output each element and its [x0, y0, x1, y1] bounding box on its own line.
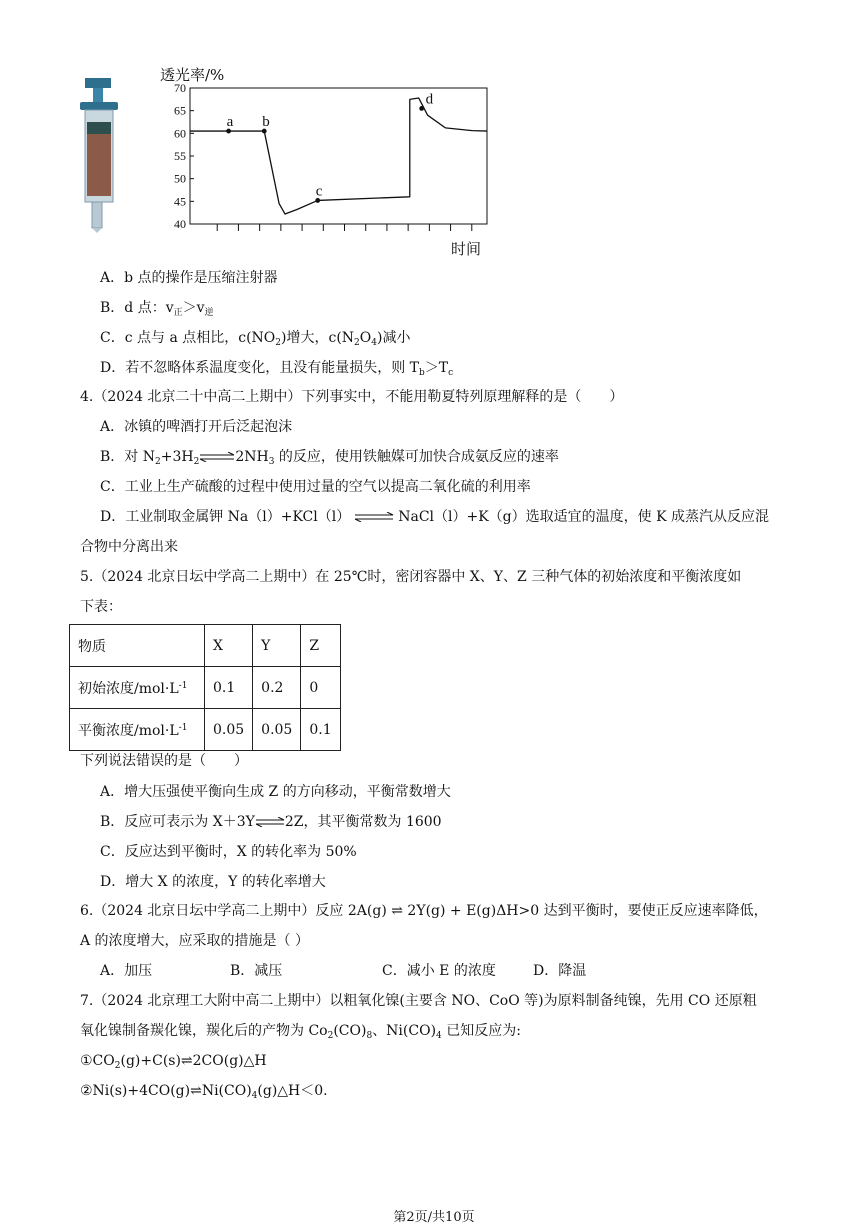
axis-title-x: 时间 — [451, 240, 482, 258]
y-tick-label: 60 — [174, 126, 186, 141]
axis-title-y: 透光率/% — [160, 66, 225, 84]
transmittance-chart — [150, 84, 495, 244]
table-row — [70, 625, 341, 667]
q3-option-a: A．b 点的操作是压缩注射器 — [100, 270, 278, 286]
table-cell: 0.2 — [253, 667, 301, 709]
q6-option-a: A．加压 — [100, 963, 153, 979]
y-tick-label: 50 — [174, 171, 186, 186]
table-cell: 初始浓度$/mol\cdot L^{-1}$ — [70, 667, 205, 709]
data-point-d — [419, 106, 424, 111]
q4-option-d: D．工业制取金属钾 Na（l）+KCl（l） NaCl（l）+K（g）选取适宜的温度，使 K 成蒸汽从反应混 — [100, 509, 770, 525]
q7-stem: 7.（2024 北京理工大附中高二上期中）以粗氧化镍(主要含 NO、CoO 等)为原料制备纯镍，先用 CO 还原粗 — [80, 993, 757, 1009]
q7-reaction-1: $①CO_2(g)+C(s)\rightleftharpoons 2CO(g)\triangle H$ — [80, 1053, 267, 1071]
plot-frame — [190, 88, 487, 224]
q4-stem: 4.（2024 北京二十中高二上期中）下列事实中，不能用勒夏特列原理解释的是（ ） — [80, 389, 624, 405]
q7-stem-continued: 氧化镍制备羰化镍，羰化后的产物为 $Co_2(CO)_8$、$Ni(CO)_4$ 已知反应为: — [80, 1023, 521, 1041]
equilibrium-arrow-icon — [255, 817, 285, 827]
y-tick-label: 65 — [174, 103, 186, 118]
syringe-illustration — [78, 76, 128, 234]
table-cell: Y — [253, 625, 301, 667]
table-row — [70, 709, 341, 751]
syringe-plunger-rod — [93, 88, 103, 104]
y-tick-label: 40 — [174, 217, 186, 231]
syringe-plunger-cap — [85, 78, 111, 88]
y-tick-label: 70 — [174, 84, 186, 95]
q6-option-d: D．降温 — [533, 963, 587, 979]
table-cell: 物质 — [70, 625, 205, 667]
q5-option-b: B．反应可表示为 X＋3Y 2Z，其平衡常数为 1600 — [100, 814, 442, 830]
table-cell: 0.1 — [205, 667, 253, 709]
q6-options — [100, 962, 586, 980]
q4-option-c: C．工业上生产硫酸的过程中使用过量的空气以提高二氧化硫的利用率 — [100, 479, 531, 495]
page-footer: 第2页/共10页 — [393, 1210, 475, 1225]
equilibrium-arrow-icon — [354, 512, 394, 522]
table-cell: 平衡浓度$/mol\cdot L^{-1}$ — [70, 709, 205, 751]
syringe-needle-tip — [92, 228, 102, 233]
q4-option-a: A．冰镇的啤酒打开后泛起泡沫 — [100, 419, 293, 435]
table-cell: 0.05 — [205, 709, 253, 751]
table-cell: X — [205, 625, 253, 667]
point-label-a: a — [226, 114, 234, 131]
syringe-gas — [87, 134, 111, 196]
q5-option-d: D．增大 X 的浓度，Y 的转化率增大 — [100, 874, 326, 890]
q6-option-c: C．减小 E 的浓度 — [382, 963, 496, 979]
syringe-piston — [87, 122, 111, 134]
syringe-flange — [80, 102, 118, 110]
table-cell: 0.05 — [253, 709, 301, 751]
q6-stem: 6.（2024 北京日坛中学高二上期中）反应 2A(g) ⇌ 2Y(g) + E(g)ΔH>0 达到平衡时，要使正反应速率降低， — [80, 903, 768, 919]
y-tick-label: 55 — [174, 149, 186, 163]
table-cell: 0 — [301, 667, 340, 709]
point-label-b: b — [262, 114, 270, 131]
series-line — [190, 98, 487, 214]
q4-option-b: B．对 $N_2+3H_2$ $2NH_3$ 的反应，使用铁触媒可加快合成氨反应的速率 — [100, 449, 559, 467]
q3-option-c: C．c 点与 a 点相比，$c(NO_2)$增大，$c(N_2O_4)$减小 — [100, 330, 411, 348]
q6-option-b: B．减压 — [230, 963, 283, 979]
q4-option-d-continued: 合物中分离出来 — [80, 539, 178, 555]
point-label-d: d — [425, 91, 434, 108]
q3-option-b: B．d 点：$v_正>v_逆$ — [100, 300, 214, 318]
q3-option-d: D．若不忽略体系温度变化，且没有能量损失，则 $T_b>T_c$ — [100, 360, 454, 378]
table-cell: Z — [301, 625, 340, 667]
equilibrium-arrow-icon — [199, 452, 235, 462]
q6-stem-continued: A 的浓度增大，应采取的措施是（ ） — [80, 933, 310, 949]
q7-reaction-2: $②Ni(s)+4CO(g)\rightleftharpoons Ni(CO)_4(g)\triangle H<0$. — [80, 1083, 328, 1101]
q5-ask: 下列说法错误的是（ ） — [80, 753, 248, 769]
concentration-table — [69, 624, 341, 751]
q5-stem: 5.（2024 北京日坛中学高二上期中）在 25℃时，密闭容器中 X、Y、Z 三种气体的初始浓度和平衡浓度如 — [80, 569, 742, 585]
q5-stem-continued: 下表： — [80, 599, 122, 615]
point-label-c: c — [315, 183, 323, 200]
table-cell: 0.1 — [301, 709, 340, 751]
q5-option-a: A．增大压强使平衡向生成 Z 的方向移动，平衡常数增大 — [100, 784, 451, 800]
syringe-tip — [92, 202, 102, 228]
table-row — [70, 667, 341, 709]
y-tick-label: 45 — [174, 194, 186, 209]
q5-option-c: C．反应达到平衡时，X 的转化率为 50% — [100, 844, 357, 860]
